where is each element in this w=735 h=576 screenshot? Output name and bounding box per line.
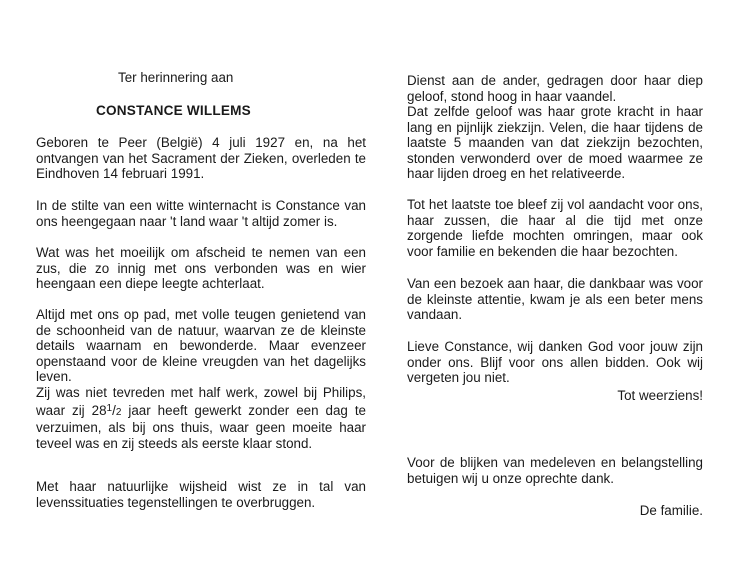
nature-paragraph: Altijd met ons op pad, met volle teugen genietend van de schoonheid van de natuur, waarvan ze de kleinste details waarnam en bewonderde. Maar evenzeer openstaand voor de kleine vreugden van het dagelijks leven. [36, 307, 366, 385]
service-paragraph: Dienst aan de ander, gedragen door haar diep geloof, stond hoog in haar vaandel. [407, 73, 703, 104]
farewell-line: Tot weerziens! [617, 388, 703, 403]
work-paragraph [36, 385, 366, 451]
thanks-paragraph: Voor de blijken van medeleven en belangstelling betuigen wij u onze oprechte dank. [407, 455, 703, 486]
work-text-start: Zij was niet tevreden met half werk, zowel bij Philips, waar zij [36, 385, 366, 418]
faith-paragraph: Dat zelfde geloof was haar grote kracht in haar lang en pijnlijk ziekzijn. Velen, die haar tijdens de laatste 5 maanden van dat ziekzijn bezochten, stonden verwonderd over de moed waarmee ze haar lijden droeg en het relativeerde. [407, 104, 703, 182]
years-value: $28^1/2$ [91, 402, 122, 418]
attention-paragraph: Tot het laatste toe bleef zij vol aandacht voor ons, haar zussen, die haar al die tijd met onze zorgende liefde mochten omringen, maar ook voor familie en bekenden die haar bezochten. [407, 197, 703, 259]
family-signature: De familie. [639, 503, 703, 518]
deceased-name: CONSTANCE WILLEMS [96, 103, 251, 118]
visit-paragraph: Van een bezoek aan haar, die dankbaar was voor de kleinste attentie, kwam je als een beter mens vandaan. [407, 276, 703, 323]
winter-night-paragraph: In de stilte van een witte winternacht is Constance van ons heengegaan naar 't land waar 't altijd zomer is. [36, 198, 366, 229]
intro-heading: Ter herinnering aan [118, 70, 234, 85]
wisdom-paragraph: Met haar natuurlijke wijsheid wist ze in tal van levenssituaties tegenstellingen te overbruggen. [36, 479, 366, 510]
work-text-end: jaar heeft gewerkt zonder een dag te verzuimen, als bij ons thuis, waar geen moeite haar teveel was en zij steeds als eerste klaar stond. [36, 402, 366, 451]
prayer-paragraph: Lieve Constance, wij danken God voor jouw zijn onder ons. Blijf voor ons allen bidden. Ook wij vergeten jou niet. [407, 339, 703, 386]
birth-death-paragraph: Geboren te Peer (België) 4 juli 1927 en, na het ontvangen van het Sacrament der Zieken, overleden te Eindhoven 14 februari 1991. [36, 135, 366, 182]
farewell-paragraph: Wat was het moeilijk om afscheid te nemen van een zus, die zo innig met ons verbonden was en wier heengaan een diepe leegte achterlaat. [36, 245, 366, 292]
